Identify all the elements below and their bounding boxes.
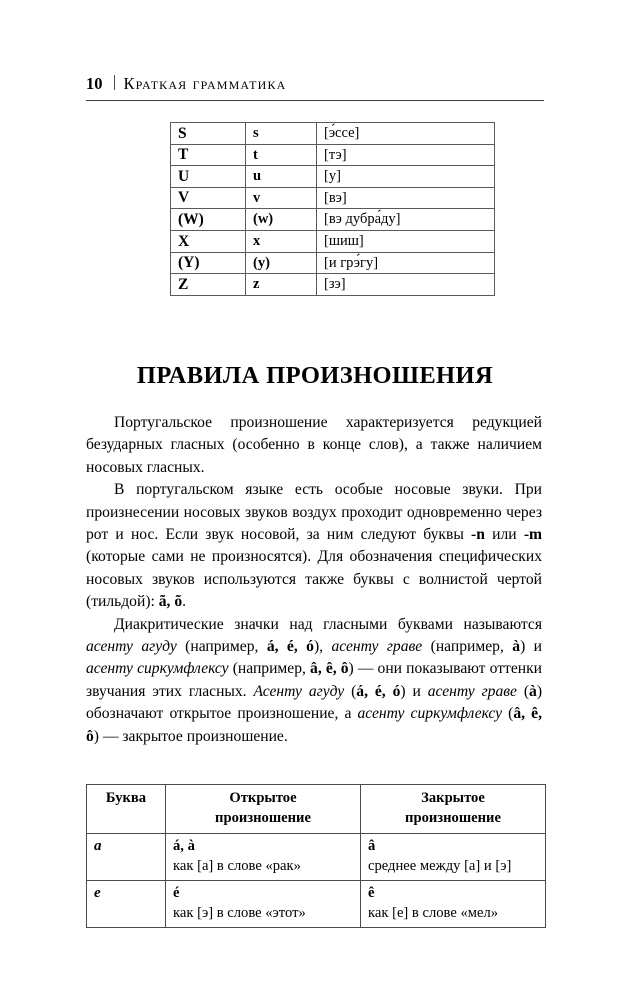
closed-accents: ê xyxy=(368,885,375,901)
chapter-title: Краткая грамматика xyxy=(123,74,287,93)
p3-seg-2: (например, xyxy=(176,638,267,656)
p3-seg-4: (например, xyxy=(422,638,513,656)
closed-description: среднее между [а] и [э] xyxy=(368,857,512,874)
table-row xyxy=(87,881,546,928)
table-row xyxy=(171,144,495,166)
p3-seg-11: ) обозначают открытое произношение, а xyxy=(86,682,543,723)
column-header-closed xyxy=(361,785,546,834)
table-row xyxy=(171,274,495,296)
p2-letter-m: -m xyxy=(523,526,542,544)
p3-letters-acute-2: á, é, ó xyxy=(356,682,401,700)
letter-lowercase: z xyxy=(246,274,317,296)
row-letter: e xyxy=(87,881,166,928)
open-description: как [а] в слове «рак» xyxy=(173,857,301,874)
letter-lowercase: x xyxy=(246,230,317,252)
table-row xyxy=(171,252,495,274)
p3-term-circumflex-2: асенту сиркумфлексу xyxy=(357,705,503,723)
p2-seg-4: . xyxy=(182,593,187,611)
letter-uppercase: T xyxy=(171,144,246,166)
letter-uppercase: Z xyxy=(171,274,246,296)
p3-letters-acute: á, é, ó xyxy=(266,638,314,656)
letter-lowercase: s xyxy=(246,123,317,145)
paragraph-1-text: Португальское произношение характеризуется редукцией безударных гласных (особенно в конце слов), а также наличием носовых гласных. xyxy=(86,414,542,476)
open-description: как [э] в слове «этот» xyxy=(173,904,306,921)
closed-header-line-1: Закрытое xyxy=(421,790,485,806)
closed-accents: â xyxy=(368,838,376,854)
letter-uppercase: V xyxy=(171,187,246,209)
p3-letters-grave: à xyxy=(512,638,521,656)
letter-transcription: [шиш] xyxy=(317,230,495,252)
p3-seg-7: ) — они показывают оттенки звучания этих гласных. xyxy=(86,660,543,700)
p2-seg-1: В португальском языке есть особые носовые звуки. При произнесении носовых звуков воздух проходит одновременно через рот и нос. Если звук носовой, за ним следуют буквы xyxy=(86,481,542,544)
paragraph-diacritics xyxy=(86,614,542,748)
paragraph-nasal-sounds xyxy=(86,479,542,613)
p3-seg-5: ) и xyxy=(520,638,543,656)
table-header-row xyxy=(87,785,546,834)
letter-uppercase: U xyxy=(171,166,246,188)
p2-letter-n: -n xyxy=(471,526,485,544)
p3-seg-12: ( xyxy=(502,705,514,723)
p2-seg-2: или xyxy=(484,526,524,544)
cell-open-pronunciation xyxy=(166,881,361,928)
letter-transcription: [вэ дубра́ду] xyxy=(317,209,495,231)
row-letter: a xyxy=(87,834,166,881)
open-header-line-2: произношение xyxy=(215,809,311,826)
closed-header-line-2: произношение xyxy=(405,809,501,826)
column-header-letter: Буква xyxy=(87,785,166,834)
header-divider-icon xyxy=(114,75,115,90)
p3-seg-6: (например, xyxy=(228,660,311,678)
p3-term-agudo-2: Асенту агуду xyxy=(253,682,345,700)
p3-seg-9: ) и xyxy=(400,682,428,700)
letter-uppercase: (Y) xyxy=(171,252,246,274)
running-head-line xyxy=(86,74,544,94)
letter-lowercase: t xyxy=(246,144,317,166)
letter-uppercase: S xyxy=(171,123,246,145)
letter-transcription: [зэ] xyxy=(317,274,495,296)
p3-seg-8: ( xyxy=(344,682,357,700)
letter-lowercase: (w) xyxy=(246,209,317,231)
section-heading: ПРАВИЛА ПРОИЗНОШЕНИЯ xyxy=(136,362,494,389)
table-row xyxy=(87,834,546,881)
letter-transcription: [вэ] xyxy=(317,187,495,209)
p3-letters-circumflex-2: â, ê, ô xyxy=(86,705,542,745)
paragraph-reduction xyxy=(86,412,542,479)
p3-letters-grave-2: à xyxy=(529,682,537,700)
cell-open-pronunciation xyxy=(166,834,361,881)
p3-term-grave: асенту граве xyxy=(331,638,423,656)
column-header-open xyxy=(166,785,361,834)
letter-transcription: [тэ] xyxy=(317,144,495,166)
p3-seg-10: ( xyxy=(516,682,530,700)
letter-uppercase: (W) xyxy=(171,209,246,231)
letter-transcription: [у] xyxy=(317,166,495,188)
cell-closed-pronunciation xyxy=(361,881,546,928)
p3-term-agudo: асенту агуду xyxy=(86,638,177,656)
p3-term-grave-2: асенту граве xyxy=(427,682,517,700)
pronunciation-table-body xyxy=(87,834,546,928)
p3-seg-1: Диакритические значки над гласными буквами называются xyxy=(114,615,542,633)
p2-tilde-letters: ã, õ xyxy=(158,593,183,611)
letter-lowercase: u xyxy=(246,166,317,188)
pronunciation-table xyxy=(86,784,546,928)
header-horizontal-rule xyxy=(86,100,544,101)
alphabet-table-body xyxy=(171,123,495,296)
open-header-line-1: Открытое xyxy=(229,790,297,806)
letter-transcription: [э́ссе] xyxy=(317,123,495,145)
table-row xyxy=(171,166,495,188)
table-row xyxy=(171,209,495,231)
letter-uppercase: X xyxy=(171,230,246,252)
page-number: 10 xyxy=(86,74,103,93)
table-row xyxy=(171,123,495,145)
p3-term-circumflex: асенту сиркумфлексу xyxy=(86,660,229,678)
p2-seg-3: (которые сами не произносятся). Для обозначения специфических носовых звуков используются также буквы с волнистой чертой (тильдой): xyxy=(86,548,542,611)
letter-lowercase: v xyxy=(246,187,317,209)
table-row xyxy=(171,230,495,252)
p3-seg-13: ) — закрытое произношение. xyxy=(93,727,288,745)
table-row xyxy=(171,187,495,209)
cell-closed-pronunciation xyxy=(361,834,546,881)
p3-letters-circumflex: â, ê, ô xyxy=(310,660,349,678)
alphabet-table xyxy=(170,122,495,296)
letter-transcription: [и грэ́гу] xyxy=(317,252,495,274)
closed-description: как [е] в слове «мел» xyxy=(368,904,499,921)
open-accents: á, à xyxy=(173,838,195,854)
pronunciation-table-head xyxy=(87,785,546,834)
p3-seg-3: ), xyxy=(313,638,332,656)
body-text-block xyxy=(86,412,542,748)
open-accents: é xyxy=(173,885,180,901)
letter-lowercase: (y) xyxy=(246,252,317,274)
